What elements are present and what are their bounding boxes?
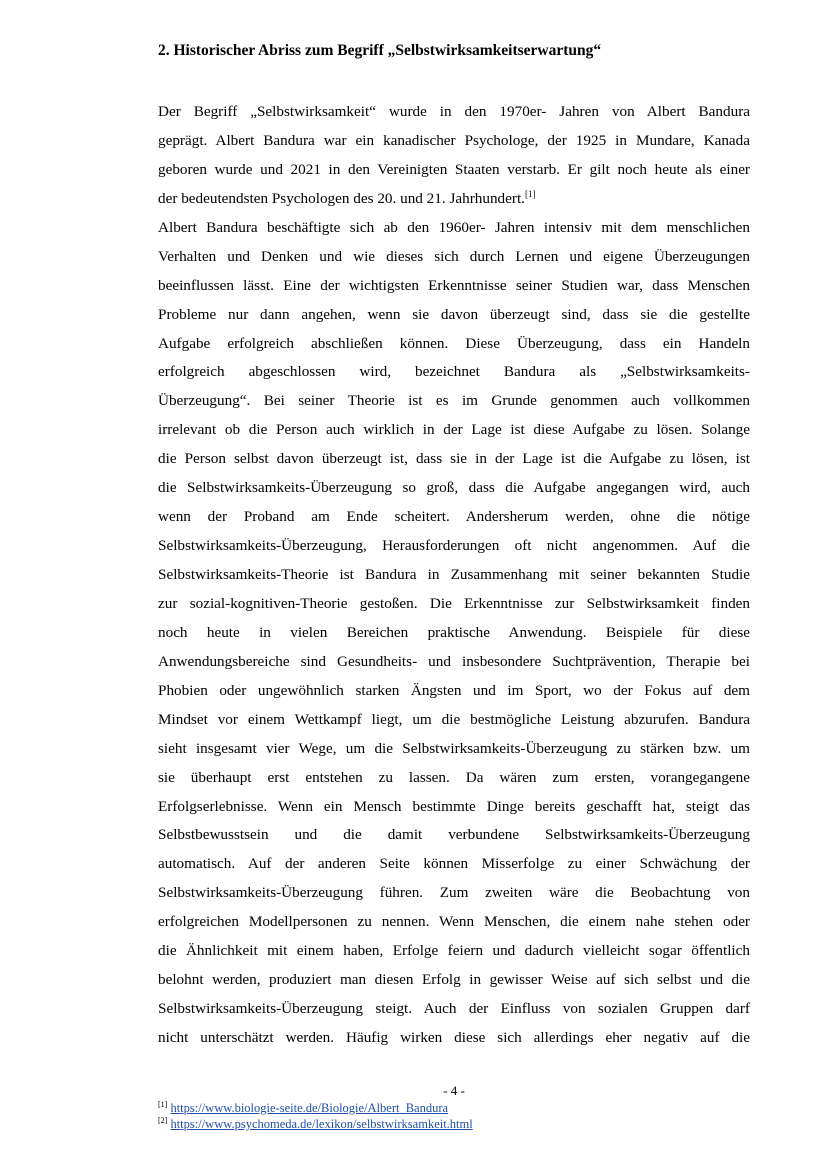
- text-line: belohnt werden, produziert man diesen Erfolg in gewisser Weise auf sich selbst und die: [158, 971, 750, 989]
- text-line: die Ähnlichkeit mit einem haben, Erfolge feiern und dadurch vielleicht sogar öffentlich: [158, 942, 750, 960]
- text-line: sie überhaupt erst entstehen zu lassen. Da wären zum ersten, vorangegangene: [158, 768, 750, 786]
- text-line: nicht unterschätzt werden. Häufig wirken diese sich allerdings eher negativ auf die: [158, 1029, 750, 1046]
- text-line: die Selbstwirksamkeits-Überzeugung so groß, dass die Aufgabe angegangen wird, auch: [158, 479, 750, 497]
- text-line: sieht insgesamt vier Wege, um die Selbstwirksamkeits-Überzeugung zu stärken bzw. um: [158, 739, 750, 757]
- text-line: [158, 185, 750, 214]
- text-line: Selbstwirksamkeits-Überzeugung steigt. Auch der Einfluss von sozialen Gruppen darf: [158, 1000, 750, 1018]
- text-line: Der Begriff „Selbstwirksamkeit“ wurde in den 1970er- Jahren von Albert Bandura: [158, 103, 750, 120]
- text-line: Aufgabe erfolgreich abschließen können. Diese Überzeugung, dass ein Handeln: [158, 334, 750, 352]
- text-line: Selbstbewusstsein und die damit verbundene Selbstwirksamkeits-Überzeugung: [158, 826, 750, 844]
- text-line: die Person selbst davon überzeugt ist, dass sie in der Lage ist die Aufgabe zu lösen, ist: [158, 450, 750, 468]
- footnotes: [158, 1100, 473, 1132]
- text-line: Erfolgserlebnisse. Wenn ein Mensch bestimmte Dinge bereits geschafft hat, steigt das: [158, 797, 750, 815]
- text-line: geprägt. Albert Bandura war ein kanadischer Psychologe, der 1925 in Mundare, Kanada: [158, 131, 750, 149]
- footnote-item: [158, 1100, 473, 1116]
- text-line: Albert Bandura beschäftigte sich ab den 1960er- Jahren intensiv mit dem menschlichen: [158, 218, 750, 236]
- text-line: noch heute in vielen Bereichen praktische Anwendung. Beispiele für diese: [158, 623, 750, 641]
- text-line-content: der bedeutendsten Psychologen des 20. und 21. Jahrhundert.: [158, 189, 525, 207]
- footnote-marker: [2]: [158, 1116, 168, 1125]
- text-line: Probleme nur dann angehen, wenn sie davon überzeugt sind, dass sie die gestellte: [158, 305, 750, 323]
- text-line: Phobien oder ungewöhnlich starken Ängsten und im Sport, wo der Fokus auf dem: [158, 681, 750, 699]
- text-line: Anwendungsbereiche sind Gesundheits- und insbesondere Suchtprävention, Therapie bei: [158, 652, 750, 670]
- text-line: Selbstwirksamkeits-Überzeugung, Herausforderungen oft nicht angenommen. Auf die: [158, 537, 750, 555]
- footnote-link[interactable]: https://www.psychomeda.de/lexikon/selbstwirksamkeit.html: [170, 1117, 473, 1131]
- text-line: Mindset vor einem Wettkampf liegt, um die bestmögliche Leistung abzurufen. Bandura: [158, 710, 750, 728]
- text-line: Selbstwirksamkeits-Theorie ist Bandura in Zusammenhang mit seiner bekannten Studie: [158, 566, 750, 583]
- section-heading: 2. Historischer Abriss zum Begriff „Selbstwirksamkeitserwartung“: [158, 42, 602, 59]
- page-number: - 4 -: [443, 1083, 465, 1098]
- text-line: beeinflussen lässt. Eine der wichtigsten Erkenntnisse seiner Studien war, dass Menschen: [158, 276, 750, 294]
- text-line: erfolgreich abgeschlossen wird, bezeichnet Bandura als „Selbstwirksamkeits-: [158, 363, 750, 381]
- text-line: automatisch. Auf der anderen Seite können Misserfolge zu einer Schwächung der: [158, 855, 750, 873]
- text-line: Selbstwirksamkeits-Überzeugung führen. Zum zweiten wäre die Beobachtung von: [158, 884, 750, 902]
- footnote-link[interactable]: https://www.biologie-seite.de/Biologie/Albert_Bandura: [170, 1101, 449, 1115]
- body-text: [158, 98, 750, 1053]
- text-line: irrelevant ob die Person auch wirklich in der Lage ist diese Aufgabe zu lösen. Solange: [158, 421, 750, 439]
- text-line: Überzeugung“. Bei seiner Theorie ist es im Grunde genommen auch vollkommen: [158, 392, 750, 410]
- text-line: geboren wurde und 2021 in den Vereinigten Staaten verstarb. Er gilt noch heute als einer: [158, 160, 750, 178]
- footnote-marker: [1]: [158, 1100, 168, 1109]
- text-line: wenn der Proband am Ende scheitert. Andersherum werden, ohne die nötige: [158, 508, 750, 526]
- text-line: Verhalten und Denken und wie dieses sich durch Lernen und eigene Überzeugungen: [158, 247, 750, 265]
- footnote-item: [158, 1116, 473, 1132]
- footnote-reference[interactable]: [1]: [524, 188, 536, 199]
- text-line: erfolgreichen Modellpersonen zu nennen. Wenn Menschen, die einem nahe stehen oder: [158, 913, 750, 931]
- text-line: zur sozial-kognitiven-Theorie gestoßen. Die Erkenntnisse zur Selbstwirksamkeit finden: [158, 594, 750, 612]
